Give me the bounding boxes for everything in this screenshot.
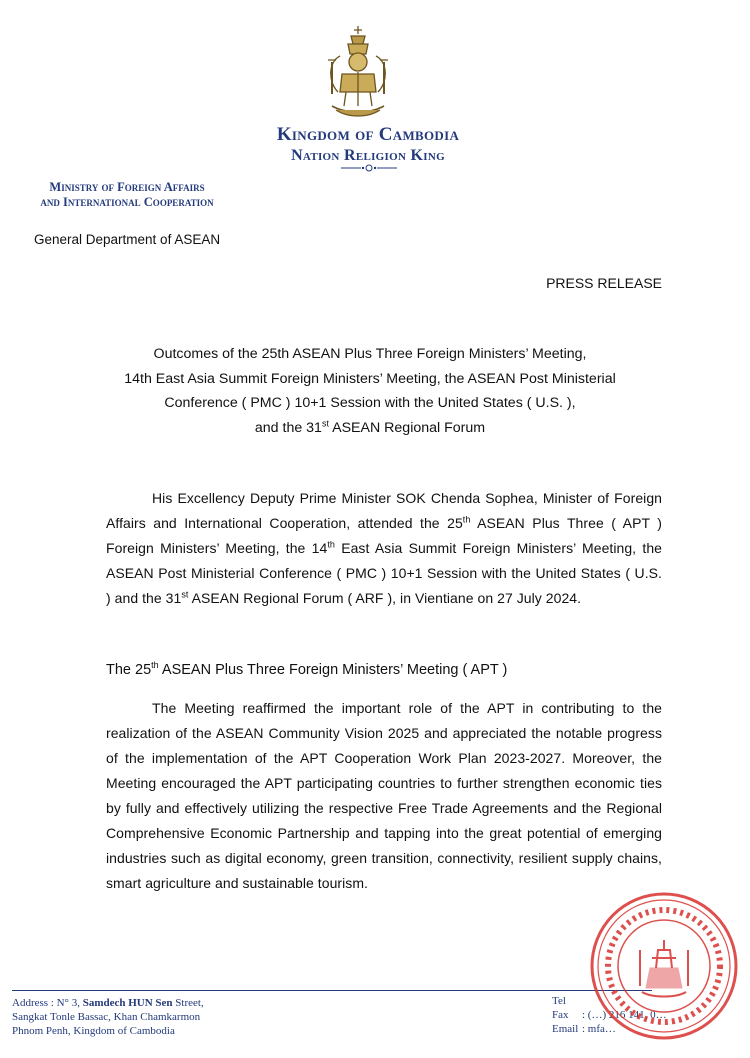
footer-address (12, 996, 204, 1038)
ordinal-3: st (181, 589, 189, 600)
section-heading (106, 662, 507, 678)
section-paragraph (106, 696, 662, 896)
minister-name: His Excellency Deputy Prime Minister SOK Chenda Sophea (152, 490, 534, 506)
address-street-name: Samdech HUN Sen (82, 997, 173, 1009)
kingdom-name: Kingdom of Cambodia (276, 124, 460, 145)
address-street-suffix: Street, (172, 997, 204, 1009)
ministry-line-2: and International Cooperation (40, 195, 214, 209)
email-label: Email (552, 1023, 579, 1035)
title-line-4-end: ASEAN Regional Forum (328, 419, 486, 436)
intro-text-4: ASEAN Regional Forum ( ARF ), in Vientiane on 27 July 2024. (188, 590, 582, 606)
title-line-3: Conference ( PMC ) 10+1 Session with the United States ( U.S. ), (164, 395, 576, 411)
ornament-divider-icon (339, 163, 399, 173)
ordinal-2: th (327, 539, 335, 550)
section-body-text: The Meeting reaffirmed the important role of the APT in contributing to the realization of the ASEAN Community Vision 2025 and appreciated the notable progress of the implementation of the APT Cooperation Work Plan 2023-2027. Moreover, the Meeting encouraged the APT participating countries to further strengthen economic ties by fully and effectively utilizing the respective Free Trade Agreements and the Regional Comprehensive Economic Partnership and tapping into the great potential of emerging industries such as digital economy, green transition, connectivity, resilient supply chains, smart agriculture and sustainable tourism. (106, 700, 662, 891)
ministry-name (12, 180, 242, 210)
department-name: General Department of ASEAN (34, 232, 221, 247)
intro-text-2: ASEAN Plus Three ( APT ) Foreign Ministers’ Meeting, the 14 (106, 515, 662, 556)
intro-paragraph (106, 486, 662, 611)
document-title (70, 342, 670, 440)
ministry-line-1: Ministry of Foreign Affairs (49, 180, 205, 194)
footer-divider (12, 990, 652, 991)
press-release-label: PRESS RELEASE (546, 275, 662, 291)
intro-text-3: East Asia Summit Foreign Ministers’ Meeting, the ASEAN Post Ministerial Conference ( PMC ) 10+1 Session with the United States ( U.S. ) and the 31 (106, 540, 662, 606)
ordinal-1: th (462, 514, 471, 525)
royal-emblem-icon (318, 22, 398, 122)
kingdom-heading (220, 124, 516, 166)
address-line-1 (12, 996, 204, 1010)
fax-value: : (…) 216 141, 0… (582, 1009, 667, 1021)
national-motto: Nation Religion King (291, 147, 445, 164)
address-line-2: Sangkat Tonle Bassac, Khan Chamkarmon (12, 1011, 201, 1023)
address-line-3: Phnom Penh, Kingdom of Cambodia (12, 1025, 175, 1037)
email-value: : mfa… (582, 1023, 616, 1035)
title-line-2: 14th East Asia Summit Foreign Ministers’ Meeting, the ASEAN Post Ministerial (124, 370, 616, 387)
title-line-1: Outcomes of the 25th ASEAN Plus Three Foreign Ministers’ Meeting, (153, 346, 587, 362)
tel-label: Tel (552, 995, 566, 1007)
address-label: Address : N° 3, (12, 997, 83, 1009)
fax-label: Fax (552, 1009, 569, 1021)
section-heading-end: ASEAN Plus Three Foreign Ministers’ Meeting ( APT ) (158, 662, 508, 678)
title-line-4-text: and the 31 (254, 419, 322, 436)
title-ordinal: st (321, 417, 329, 428)
intro-text-1: , Minister of Foreign Affairs and International Cooperation, attended the 25 (106, 490, 662, 531)
section-ordinal: th (151, 660, 159, 671)
section-heading-text: The 25 (106, 662, 152, 678)
title-line-4 (70, 416, 670, 441)
official-seal-stamp-icon (586, 888, 742, 1044)
